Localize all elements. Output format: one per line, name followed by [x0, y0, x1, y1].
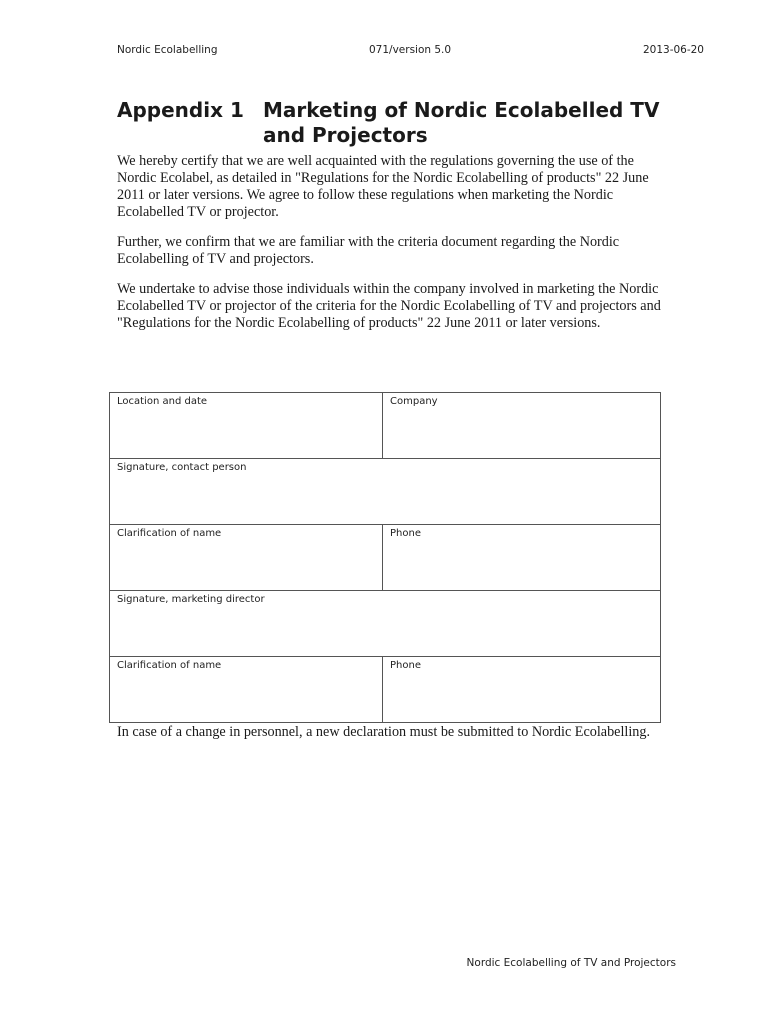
header-version: 071/version 5.0 — [369, 44, 452, 56]
undertaking-paragraph: We undertake to advise those individuals within the company involved in marketing the Nordic Ecolabelled TV or projector of the criteria for the Nordic Ecolabelling of TV and projectors and "Regulations for the Nordic Ecolabelling of products" 22 June 2011 or later versions. — [117, 281, 661, 331]
contact-signature-field[interactable] — [110, 459, 661, 525]
form-row — [110, 657, 661, 723]
contact-signature-label: Signature, contact person — [117, 462, 247, 473]
personnel-change-note: In case of a change in personnel, a new declaration must be submitted to Nordic Ecolabelling. — [117, 724, 651, 740]
contact-phone-label: Phone — [390, 528, 421, 539]
contact-name-field[interactable] — [110, 525, 383, 591]
director-phone-field[interactable] — [383, 657, 661, 723]
appendix-label: Appendix 1 — [117, 98, 244, 122]
page-title: Marketing of Nordic Ecolabelled TV and Projectors — [263, 98, 660, 147]
page-footer: Nordic Ecolabelling of TV and Projectors — [466, 957, 676, 969]
director-signature-label: Signature, marketing director — [117, 594, 265, 605]
contact-phone-field[interactable] — [383, 525, 661, 591]
signature-form — [109, 392, 661, 723]
director-signature-field[interactable] — [110, 591, 661, 657]
director-name-field[interactable] — [110, 657, 383, 723]
certification-paragraph: We hereby certify that we are well acquainted with the regulations governing the use of the Nordic Ecolabel, as detailed in "Regulations for the Nordic Ecolabelling of products" 22 June 2011 or later versions. We agree to follow these regulations when marketing the Nordic Ecolabelled TV or projector. — [117, 153, 649, 220]
location-date-label: Location and date — [117, 396, 208, 407]
criteria-paragraph: Further, we confirm that we are familiar with the criteria document regarding the Nordic Ecolabelling of TV and projectors. — [117, 234, 620, 267]
form-row — [110, 459, 661, 525]
company-label: Company — [390, 396, 438, 407]
header-date: 2013-06-20 — [642, 44, 704, 56]
director-name-label: Clarification of name — [117, 660, 222, 671]
company-field[interactable] — [383, 393, 661, 459]
form-row — [110, 393, 661, 459]
contact-name-label: Clarification of name — [117, 528, 222, 539]
director-phone-label: Phone — [390, 660, 421, 671]
location-date-field[interactable] — [110, 393, 383, 459]
header-organization: Nordic Ecolabelling — [117, 44, 218, 56]
form-row — [110, 525, 661, 591]
form-row — [110, 591, 661, 657]
